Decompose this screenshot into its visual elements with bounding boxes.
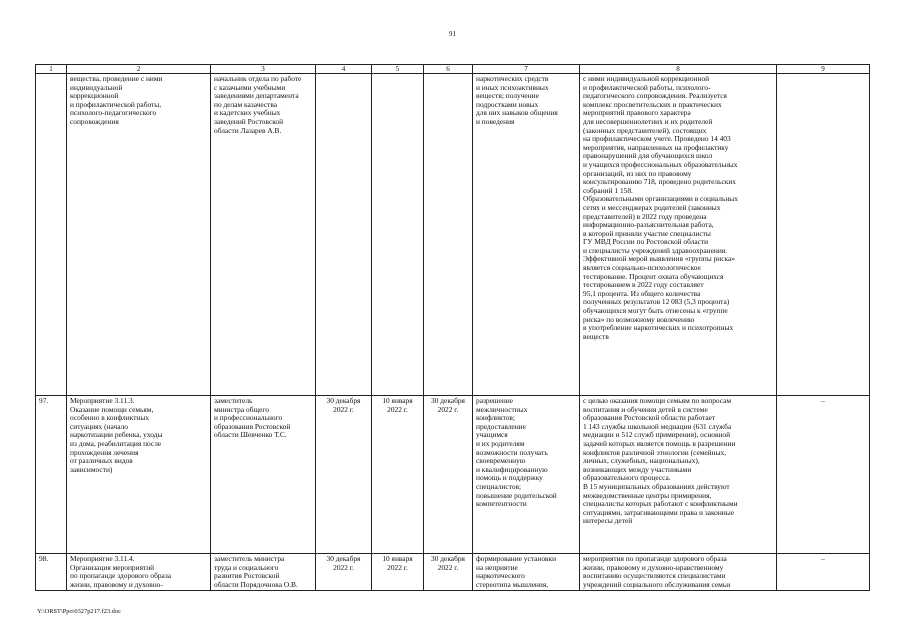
cell-line: Мероприятие 3.11.4. bbox=[70, 554, 135, 563]
cell-line: заместитель bbox=[214, 396, 253, 405]
cell-line: возможности получать bbox=[476, 447, 548, 457]
cell-line: заведений Ростовской bbox=[214, 116, 284, 126]
cell-line: информационно-разъяснительная работа, bbox=[583, 220, 714, 230]
cell-line: компетентности bbox=[476, 499, 527, 509]
cell-line: особенно в конфликтных bbox=[70, 413, 150, 423]
start-date-cell bbox=[372, 396, 424, 554]
cell-line: и специалисты учреждений здравоохранения. bbox=[583, 245, 728, 255]
cell-line: – bbox=[821, 396, 825, 405]
cell-line: образования Ростовской bbox=[214, 421, 291, 431]
cell-line: тестированием в 2022 году составляет bbox=[583, 280, 704, 290]
cell-line: 30 декабря bbox=[326, 554, 361, 563]
cell-line: учреждений социального обслуживания семьи bbox=[583, 579, 731, 589]
column-header-row bbox=[36, 65, 870, 74]
cell-line: предоставление bbox=[476, 421, 526, 431]
cell-line: и поведения bbox=[476, 116, 515, 126]
cell-line: образования Ростовской области работает bbox=[583, 413, 716, 423]
table-row bbox=[36, 74, 870, 396]
expected-result-cell bbox=[473, 74, 580, 396]
cell-line: в употребление наркотических и психотропных bbox=[583, 323, 734, 333]
cell-line: индивидуальной bbox=[70, 82, 123, 92]
table-row bbox=[36, 554, 870, 591]
cell-line: ситуациями, затрагивающими права и законные bbox=[583, 507, 735, 517]
cell-line: образовательного процесса. bbox=[583, 473, 671, 483]
cell-line: сетях и мессенджерах родителей (законных bbox=[583, 202, 721, 212]
cell-line: конфликтов; bbox=[476, 413, 515, 423]
activity-cell bbox=[67, 396, 211, 554]
cell-line: 2022 г. bbox=[333, 404, 354, 414]
cell-line: своевременную bbox=[476, 456, 526, 466]
cell-line: и учащихся профессиональных образовательных bbox=[583, 159, 738, 169]
cell-line: прохождения лечения bbox=[70, 447, 139, 457]
expected-result-cell bbox=[473, 554, 580, 591]
cell-line: наркотического bbox=[476, 571, 525, 581]
column-header: 5 bbox=[372, 65, 424, 74]
responsible-cell bbox=[211, 554, 316, 591]
cell-line: с казачьими учебными bbox=[214, 82, 286, 92]
cell-line: 10 января bbox=[382, 396, 413, 405]
cell-line: коррекционной bbox=[70, 91, 119, 101]
end-date-cell bbox=[424, 74, 473, 396]
cell-line: 30 декабря bbox=[431, 396, 465, 405]
start-date-cell bbox=[372, 554, 424, 591]
cell-line: наркотизации ребенка, уходы bbox=[70, 430, 163, 440]
cell-line: с целью оказания помощи семьям по вопросам bbox=[583, 396, 732, 405]
cell-line: начальник отдела по работе bbox=[214, 74, 302, 83]
cell-line: учащимся bbox=[476, 430, 508, 440]
report-text-cell bbox=[580, 74, 777, 396]
cell-line: 2022 г. bbox=[437, 404, 459, 414]
cell-line: возникающих между участниками bbox=[583, 464, 692, 474]
cell-line: 95,1 процента. Из общего количества bbox=[583, 288, 701, 298]
cell-line: формирование установки bbox=[476, 554, 557, 563]
column-header: 4 bbox=[316, 65, 372, 74]
table-row bbox=[36, 396, 870, 554]
cell-line: 30 декабря bbox=[326, 396, 361, 405]
report-table bbox=[35, 64, 870, 591]
column-header: 7 bbox=[473, 65, 580, 74]
cell-line: в которой приняли участие специалисты bbox=[583, 228, 711, 238]
note-cell bbox=[777, 396, 870, 554]
cell-line: стереотипа мышления, bbox=[476, 579, 549, 589]
cell-line: области Лазарев А.В. bbox=[214, 125, 282, 135]
cell-line: для несовершеннолетних и их родителей bbox=[583, 116, 713, 126]
cell-line: развития Ростовской bbox=[214, 571, 280, 581]
cell-line: вещества, проведение с ними bbox=[70, 74, 163, 83]
cell-line: 2022 г. bbox=[437, 562, 459, 572]
cell-line: организаций, из них по правовому bbox=[583, 168, 692, 178]
cell-line: и кадетских учебных bbox=[214, 108, 281, 118]
expected-result-cell bbox=[473, 396, 580, 554]
cell-line: от различных видов bbox=[70, 456, 133, 466]
start-date-cell bbox=[372, 74, 424, 396]
cell-line: межличностных bbox=[476, 404, 528, 414]
column-header: 3 bbox=[211, 65, 316, 74]
cell-line: ГУ МВД России по Ростовской области bbox=[583, 237, 709, 247]
cell-line: веществ bbox=[583, 331, 609, 341]
cell-line: консультированию 718, проведено родительских bbox=[583, 177, 736, 187]
cell-line: 2022 г. bbox=[387, 404, 408, 414]
cell-line: Мероприятие 3.11.3. bbox=[70, 396, 135, 405]
cell-line: специалистов; bbox=[476, 481, 522, 491]
cell-line: и их родителям bbox=[476, 438, 525, 448]
cell-line: Организация мероприятий bbox=[70, 562, 155, 572]
cell-line: жизни, правовому и духовно-нравственному bbox=[583, 562, 724, 572]
cell-line: педагогического сопровождения. Реализуется bbox=[583, 91, 727, 101]
cell-line: и иных психоактивных bbox=[476, 82, 549, 92]
row-number: 98. bbox=[36, 554, 67, 591]
cell-line: (законных представителей), состоящих bbox=[583, 125, 707, 135]
end-date-cell bbox=[424, 396, 473, 554]
cell-line: зависимости) bbox=[70, 464, 113, 474]
cell-line: 10 января bbox=[382, 554, 413, 563]
cell-line: задачей которых является помощь в разрешении bbox=[583, 438, 736, 448]
cell-line: и профессионального bbox=[214, 413, 283, 423]
cell-line: В 15 муниципальных образованиях действуют bbox=[583, 481, 730, 491]
planned-date-cell bbox=[316, 74, 372, 396]
responsible-cell bbox=[211, 396, 316, 554]
row-number bbox=[36, 74, 67, 396]
cell-line: наркотических средств bbox=[476, 74, 549, 83]
report-text-cell bbox=[580, 554, 777, 591]
cell-line: и профилактической работы, психолого- bbox=[583, 82, 711, 92]
planned-date-cell bbox=[316, 554, 372, 591]
cell-line: 30 декабря bbox=[431, 554, 465, 563]
cell-line: является социально-психологическое bbox=[583, 263, 701, 273]
cell-line: правонарушений для обучающихся школ bbox=[583, 151, 713, 161]
cell-line: на профилактическом учете. Проведено 14 403 bbox=[583, 134, 731, 144]
cell-line: заведениями департамента bbox=[214, 91, 299, 101]
cell-line: заместитель министра bbox=[214, 554, 285, 563]
cell-line: представителей) в 2022 году проведена bbox=[583, 211, 707, 221]
page-number: 91 bbox=[449, 30, 456, 38]
cell-line: обучающихся могут быть отнесены к «группе bbox=[583, 306, 728, 316]
cell-line: веществ; получение bbox=[476, 91, 539, 101]
column-header: 8 bbox=[580, 65, 777, 74]
responsible-cell bbox=[211, 74, 316, 396]
cell-line: конфликтов различной этиологии (семейных, bbox=[583, 447, 727, 457]
cell-line: сопровождения bbox=[70, 116, 119, 126]
cell-line: комплекс просветительских и практических bbox=[583, 99, 722, 109]
cell-line: по пропаганде здорового образа bbox=[70, 571, 172, 581]
cell-line: интересы детей bbox=[583, 516, 633, 526]
cell-line: 2022 г. bbox=[387, 562, 408, 572]
cell-line: жизни, правовому и духовно- bbox=[70, 579, 163, 589]
cell-line: психолого-педагогического bbox=[70, 108, 157, 118]
column-header: 6 bbox=[424, 65, 473, 74]
cell-line: – bbox=[821, 554, 825, 563]
cell-line: по делам казачества bbox=[214, 99, 278, 109]
cell-line: помощь и поддержку bbox=[476, 473, 543, 483]
cell-line: мероприятий правового характера bbox=[583, 108, 691, 118]
cell-line: области Шевченко Т.С. bbox=[214, 430, 287, 440]
activity-cell bbox=[67, 74, 211, 396]
cell-line: риска» по возможному вовлечению bbox=[583, 314, 695, 324]
cell-line: тестирование. Процент охвата обучающихся bbox=[583, 271, 724, 281]
cell-line: Эффективной мерой выявления «группы риска» bbox=[583, 254, 735, 264]
cell-line: межведомственные центры примирения, bbox=[583, 490, 712, 500]
activity-cell bbox=[67, 554, 211, 591]
cell-line: полученных результатов 12 083 (5,3 процента) bbox=[583, 297, 730, 307]
cell-line: воспитанию осуществляются специалистами bbox=[583, 571, 726, 581]
cell-line: и профилактической работы, bbox=[70, 99, 162, 109]
cell-line: Образовательными организациями в социальных bbox=[583, 194, 738, 204]
cell-line: мероприятия по пропаганде здорового образа bbox=[583, 554, 727, 563]
end-date-cell bbox=[424, 554, 473, 591]
column-header: 1 bbox=[36, 65, 67, 74]
note-cell bbox=[777, 74, 870, 396]
cell-line: медиации и 512 служб примирения), основной bbox=[583, 430, 731, 440]
column-header: 9 bbox=[777, 65, 870, 74]
cell-line: подростками новых bbox=[476, 99, 539, 109]
cell-line: разрешение bbox=[476, 396, 514, 405]
file-path-footer: Y:\ORST\Ppo\0327p217.f23.doc bbox=[37, 608, 121, 615]
cell-line: труда и социального bbox=[214, 562, 279, 572]
cell-line: специалисты которых работают с конфликтными bbox=[583, 499, 738, 509]
cell-line: 2022 г. bbox=[333, 562, 354, 572]
cell-line: мероприятия, направленных на профилактику bbox=[583, 142, 729, 152]
cell-line: 1 143 службы школьной медиации (631 служба bbox=[583, 421, 732, 431]
cell-line: министра общего bbox=[214, 404, 269, 414]
cell-line: Оказание помощи семьям, bbox=[70, 404, 154, 414]
cell-line: воспитания и обучения детей в системе bbox=[583, 404, 708, 414]
cell-line: собраний 1 158. bbox=[583, 185, 633, 195]
cell-line: из дома, реабилитация после bbox=[70, 438, 162, 448]
report-text-cell bbox=[580, 396, 777, 554]
cell-line: области Порядочнова О.В. bbox=[214, 579, 298, 589]
cell-line: ситуациях (начало bbox=[70, 421, 128, 431]
cell-line: для них навыков общения bbox=[476, 108, 558, 118]
cell-line: личных, служебных, национальных), bbox=[583, 456, 700, 466]
planned-date-cell bbox=[316, 396, 372, 554]
cell-line: повышение родительской bbox=[476, 490, 557, 500]
note-cell bbox=[777, 554, 870, 591]
cell-line: на неприятие bbox=[476, 562, 518, 572]
row-number: 97. bbox=[36, 396, 67, 554]
column-header: 2 bbox=[67, 65, 211, 74]
cell-line: с ними индивидуальной коррекционной bbox=[583, 74, 710, 83]
cell-line: и квалифицированную bbox=[476, 464, 548, 474]
